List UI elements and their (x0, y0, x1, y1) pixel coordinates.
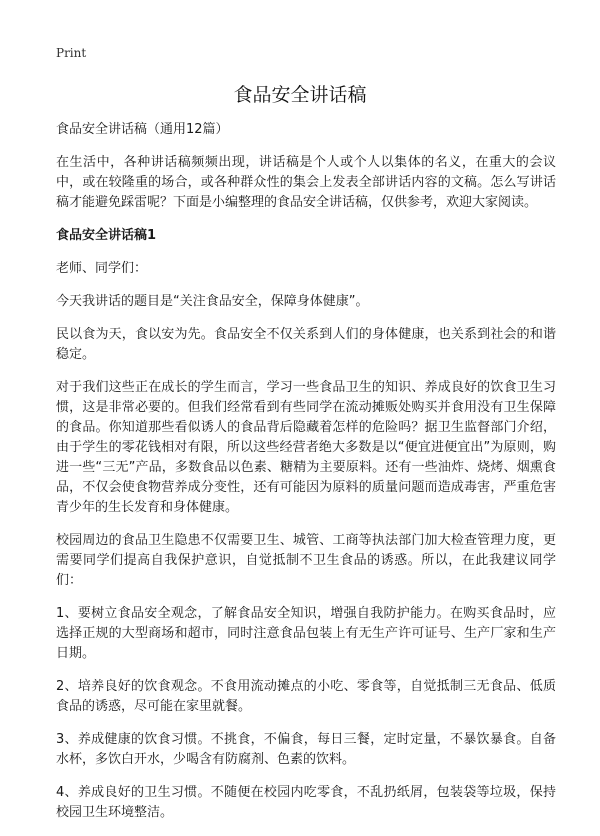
list-item: 2、培养良好的饮食观念。不食用流动摊点的小吃、零食等，自觉抵制三无食品、低质食品的诱惑，尽可能在家里就餐。 (56, 679, 556, 714)
greeting-paragraph: 老师、同学们： (56, 261, 148, 276)
intro-paragraph: 在生活中，各种讲话稿频频出现，讲话稿是个人或个人以集体的名义，在重大的会议中，或在较隆重的场合，或各种群众性的集会上发表全部讲话内容的文稿。怎么写讲话稿才能避免踩雷呢？下面是小编整理的食品安全讲话稿，仅供参考，欢迎大家阅读。 (56, 155, 556, 210)
list-item: 3、养成健康的饮食习惯。不挑食，不偏食，每日三餐，定时定量，不暴饮暴食。自备水杯，多饮白开水，少喝含有防腐剂、色素的饮料。 (56, 732, 556, 767)
section-heading: 食品安全讲话稿1 (56, 228, 157, 243)
document-title: 食品安全讲话稿 (233, 84, 367, 106)
document-subtitle: 食品安全讲话稿（通用12篇） (56, 122, 229, 137)
topic-paragraph: 今天我讲话的题目是“关注食品安全，保障身体健康”。 (56, 294, 369, 309)
print-label: Print (56, 46, 87, 60)
list-item: 4、养成良好的卫生习惯。不随便在校园内吃零食，不乱扔纸屑，包装袋等垃圾，保持校园卫生环境整洁。 (56, 785, 556, 820)
body-paragraph: 对于我们这些正在成长的学生而言，学习一些食品卫生的知识、养成良好的饮食卫生习惯，这是非常必要的。但我们经常看到有些同学在流动摊贩处购买并食用没有卫生保障的食品。你知道那些看似诱人的食品背后隐藏着怎样的危险吗？据卫生监督部门介绍，由于学生的零花钱相对有限，所以这些经营者绝大多数是以“便宜进便宜出”为原则，购进一些“三无”产品，多数食品以色素、糖精为主要原料。还有一些油炸、烧烤、烟熏食品，不仅会使食物营养成分变性，还有可能因为原料的质量问题而造成毒害，严重危害青少年的生长发育和身体健康。 (56, 380, 556, 515)
body-paragraph: 校园周边的食品卫生隐患不仅需要卫生、城管、工商等执法部门加大检查管理力度，更需要同学们提高自我保护意识，自觉抵制不卫生食品的诱惑。所以，在此我建议同学们： (56, 533, 556, 588)
document-body (56, 120, 556, 836)
body-paragraph: 民以食为天，食以安为先。食品安全不仅关系到人们的身体健康，也关系到社会的和谐稳定。 (56, 327, 556, 362)
list-item: 1、要树立食品安全观念，了解食品安全知识，增强自我防护能力。在购买食品时，应选择正规的大型商场和超市，同时注意食品包装上有无生产许可证号、生产厂家和生产日期。 (56, 606, 556, 661)
